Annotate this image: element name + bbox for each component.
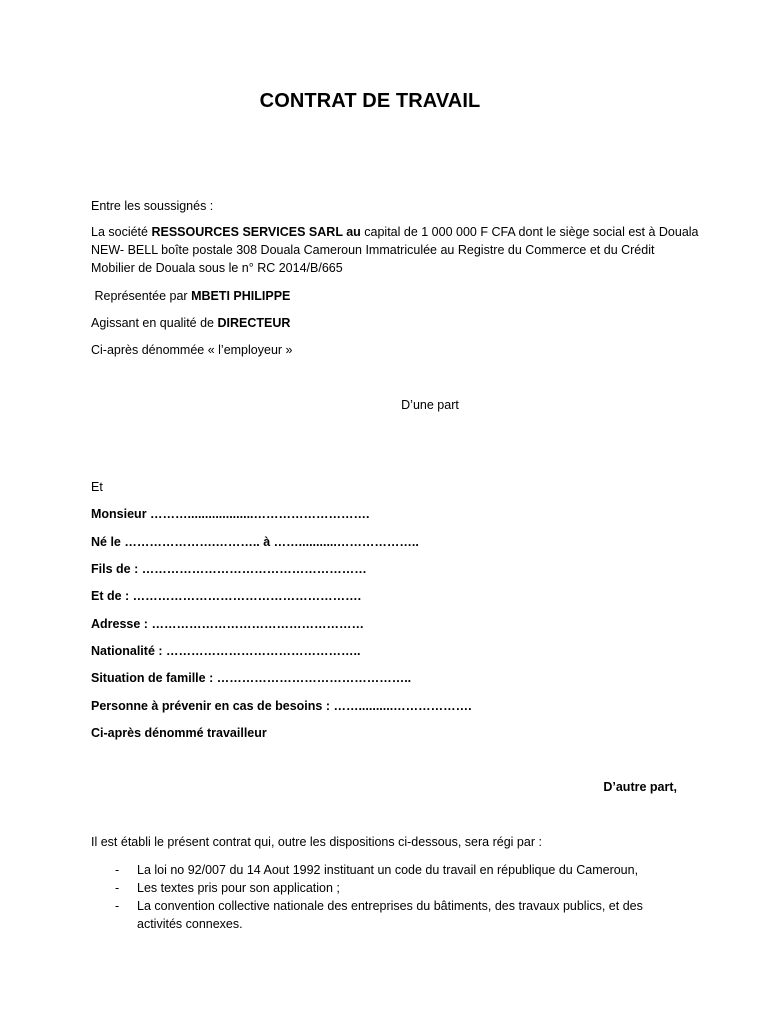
field-monsieur: Monsieur ………...................……………………….	[91, 507, 370, 521]
field-mother: Et de : ……………………………………………….	[91, 589, 362, 603]
list-marker: -	[115, 863, 120, 877]
acting-role: DIRECTEUR	[217, 316, 291, 330]
list-marker: -	[115, 881, 120, 895]
represented-line	[91, 287, 290, 305]
list-item-text	[137, 897, 675, 933]
field-nationality: Nationalité : ………………………………………..	[91, 644, 361, 658]
worker-alias: Ci-après dénommé travailleur	[91, 726, 267, 740]
list-marker: -	[115, 899, 120, 913]
list-item	[115, 861, 675, 879]
and-label: Et	[91, 480, 103, 494]
field-address: Adresse : ……………………………………………	[91, 617, 364, 631]
representative-name: MBETI PHILIPPE	[191, 289, 291, 303]
employer-alias: Ci-après dénommée « l’employeur »	[91, 343, 293, 357]
list-item-line: La loi no 92/007 du 14 Aout 1992 instituant un code du travail en république du Cameroun,	[137, 863, 639, 877]
company-name: RESSOURCES SERVICES SARL au	[151, 225, 361, 239]
document-title: CONTRAT DE TRAVAIL	[259, 90, 481, 112]
first-part-label: D’une part	[401, 398, 459, 412]
second-part-label: D’autre part,	[603, 780, 677, 794]
list-item	[115, 879, 675, 897]
intro-text: Entre les soussignés :	[91, 199, 214, 213]
governed-list	[115, 861, 675, 933]
company-capital: capital de 1 000 000 F CFA dont le siège social est à Douala	[360, 225, 699, 239]
company-line-2: NEW- BELL boîte postale 308 Douala Cameroun Immatriculée au Registre du Commerce et du Crédit	[91, 243, 655, 257]
field-family-status: Situation de famille : ………………………………………..	[91, 671, 412, 685]
list-item-line: Les textes pris pour son application ;	[137, 881, 340, 895]
company-prefix: La société	[91, 225, 152, 239]
list-item-line: activités connexes.	[137, 917, 243, 931]
company-line-3: Mobilier de Douala sous le n° RC 2014/B/665	[91, 261, 343, 275]
company-line-1	[91, 223, 699, 241]
acting-line	[91, 314, 290, 332]
field-emergency-contact: Personne à prévenir en cas de besoins : ……..........……………….	[91, 699, 472, 713]
acting-label: Agissant en qualité de	[91, 316, 218, 330]
company-paragraph	[91, 223, 699, 277]
list-item-text	[137, 879, 675, 897]
list-item-text	[137, 861, 675, 879]
list-item	[115, 897, 675, 933]
field-birth: Né le ………………….……….. à ……...........………………..	[91, 535, 419, 549]
list-item-line: La convention collective nationale des entreprises du bâtiments, des travaux publics, et des	[137, 899, 643, 913]
governed-intro: Il est établi le présent contrat qui, outre les dispositions ci-dessous, sera régi par :	[91, 835, 542, 849]
field-father: Fils de : ………………………………………………	[91, 562, 367, 576]
represented-label: Représentée par	[91, 289, 192, 303]
